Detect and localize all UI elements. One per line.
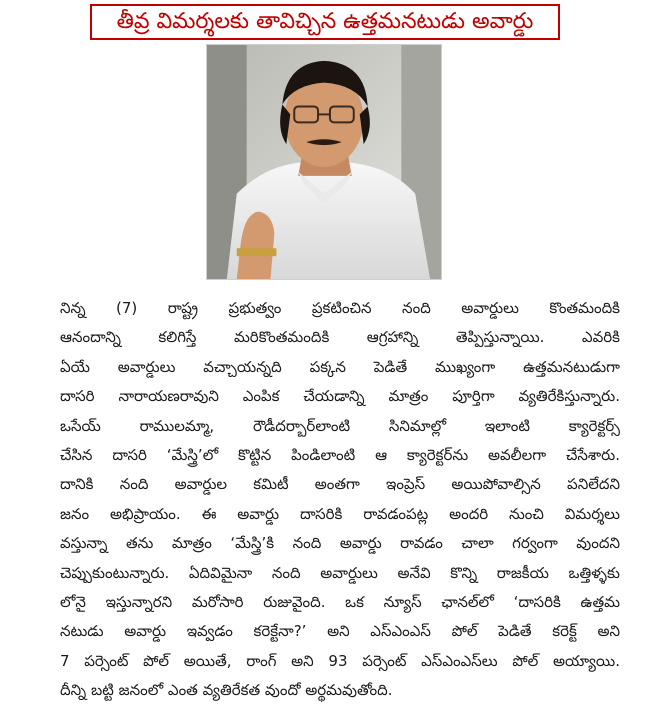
article-line: దీన్ని బట్టి జనంలో ఎంత వ్యతిరేకత వుందో అర్థమవుతోంది. (60, 681, 393, 700)
article-line: నటుడు అవార్డు ఇవ్వడం కరెక్టేనా?’ అని ఎస్‌ఎంఎస్ పోల్ పెడితే కరెక్ట్ అని (60, 622, 620, 641)
article-line: వస్తున్నా తను మాత్రం ‘మేస్త్రి’కి నంది అవార్డు రావడం చాలా గర్వంగా వుందని (60, 534, 620, 553)
article-line: 7 పర్సెంట్ పోల్ అయితే, రాంగ్ అని 93 పర్సెంట్ ఎస్‌ఎంఎస్‌లు పోల్ అయ్యాయి. (60, 651, 620, 670)
article-line: చెప్పుకుంటున్నారు. ఏదివిమైనా నంది అవార్డులు అనేవి కొన్ని రాజకీయ ఒత్తిళ్ళకు (60, 563, 620, 582)
article-line: జనం అభిప్రాయం. ఈ అవార్డు దాసరికి రావడంపట్ల అందరి నుంచి విమర్శలు (60, 504, 620, 523)
article-body (60, 294, 620, 705)
portrait-image (207, 45, 441, 279)
article-line: ఆనందాన్ని కలిగిస్తే మరికొంతమందికి ఆగ్రహాన్ని తెప్పిస్తున్నాయి. ఎవరికి (60, 328, 620, 347)
article-line: ఒసేయ్ రాములమ్మా, రౌడీదర్బార్‌లాంటి సినిమాల్లో ఇలాంటి క్యారెక్టర్స్ (60, 416, 620, 435)
article-line: దాసరి నారాయణరావుని ఎంపిక చేయడాన్ని మాత్రం పూర్తిగా వ్యతిరేకిస్తున్నారు. (60, 387, 620, 406)
article-photo (206, 44, 442, 280)
article-line: చేసిన దాసరి ‘మేస్త్రి’లో కొట్టిన పిండిలాంటి ఆ క్యారెక్టర్‌ను అవలీలగా చేసేశారు. (60, 445, 620, 464)
article-line: లోనై ఇస్తున్నారని మరోసారి రుజువైంది. ఒక న్యూస్ ఛానల్‌లో ‘దాసరికి ఉత్తమ (60, 592, 620, 611)
headline-title: తీవ్ర విమర్శలకు తావిచ్చిన ఉత్తమనటుడు అవార్డు (90, 4, 560, 40)
article-line: నిన్న (7) రాష్ట్ర ప్రభుత్వం ప్రకటించిన నంది అవార్డులు కొంతమందికి (60, 299, 620, 317)
article-line: ఏయే అవార్డులు వచ్చాయన్నది పక్కన పెడితే ముఖ్యంగా ఉత్తమనటుడుగా (60, 357, 620, 376)
article-line: దానికి నంది అవార్డుల కమిటీ అంతగా ఇంప్రెస్ అయిపోవాల్సిన పనిలేదని (60, 475, 620, 494)
